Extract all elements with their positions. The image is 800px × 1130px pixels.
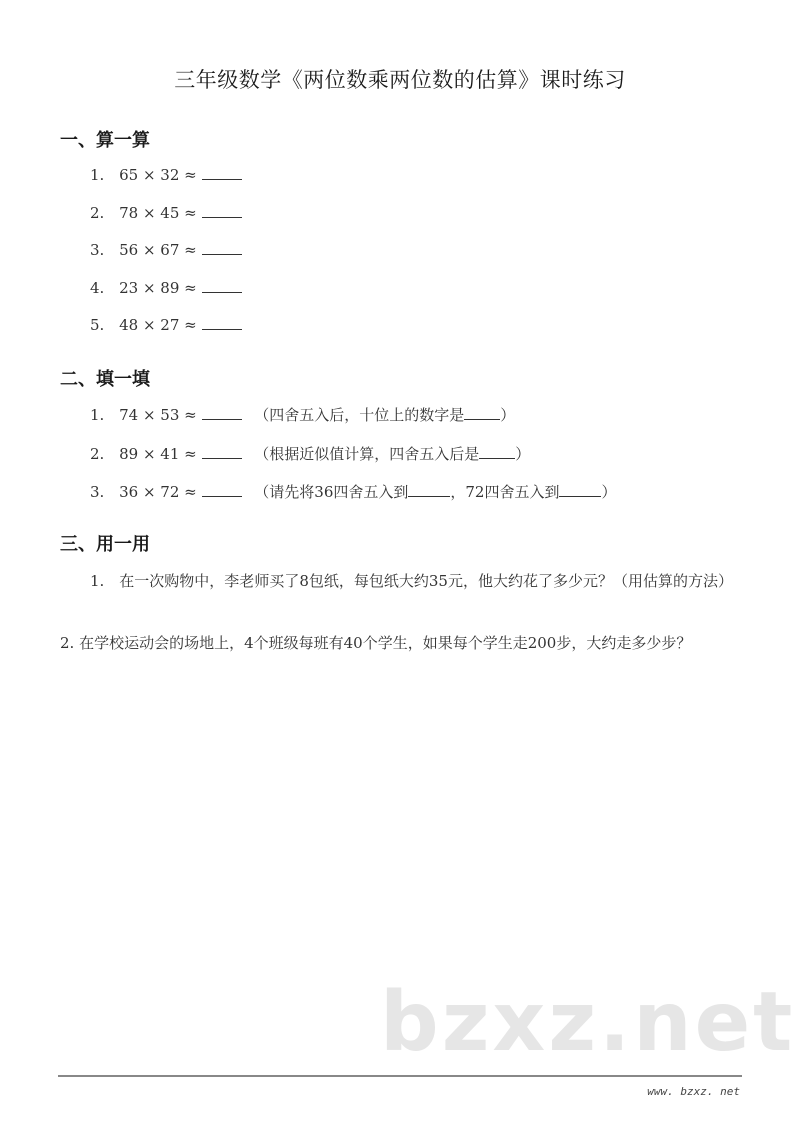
item-expression: 65 × 32 ≈ xyxy=(119,166,197,184)
answer-blank[interactable] xyxy=(202,482,242,497)
item-number: 5. xyxy=(90,316,105,334)
hint-middle: ，72四舍五入到 xyxy=(450,483,560,501)
hint-text: （四舍五入后，十位上的数字是 xyxy=(254,406,465,424)
word-problem: 2. 在学校运动会的场地上，4个班级每班有40个学生，如果每个学生走200步，大约走多少步？ xyxy=(60,634,692,652)
section-heading-calculate: 一、算一算 xyxy=(60,130,150,151)
calc-item xyxy=(90,240,242,259)
answer-blank[interactable] xyxy=(202,240,242,255)
answer-blank[interactable] xyxy=(202,203,242,218)
item-expression: 48 × 27 ≈ xyxy=(119,316,197,334)
watermark-logo: bzxz.net xyxy=(380,975,796,1070)
footer-url: www. bzxz. net xyxy=(647,1085,740,1098)
item-expression: 78 × 45 ≈ xyxy=(119,204,197,222)
hint-blank[interactable] xyxy=(464,405,500,420)
item-number: 1. xyxy=(90,166,105,184)
item-expression: 23 × 89 ≈ xyxy=(119,279,197,297)
section-heading-apply: 三、用一用 xyxy=(60,534,150,555)
answer-blank[interactable] xyxy=(202,165,242,180)
hint-close: ） xyxy=(601,483,617,501)
hint-blank[interactable] xyxy=(408,482,450,497)
answer-blank[interactable] xyxy=(202,315,242,330)
item-expression: 89 × 41 ≈ xyxy=(119,445,197,463)
answer-blank[interactable] xyxy=(202,444,242,459)
calc-item xyxy=(90,278,242,297)
item-number: 2. xyxy=(90,204,105,222)
item-expression: 56 × 67 ≈ xyxy=(119,241,197,259)
item-expression: 36 × 72 ≈ xyxy=(119,483,197,501)
page-title: 三年级数学《两位数乘两位数的估算》课时练习 xyxy=(174,68,626,92)
calc-item xyxy=(90,315,242,334)
item-number: 1. xyxy=(90,406,105,424)
fill-item xyxy=(90,404,515,425)
hint-text: （请先将36四舍五入到 xyxy=(254,483,409,501)
hint-close: ） xyxy=(515,445,531,463)
hint-blank[interactable] xyxy=(479,444,515,459)
fill-item xyxy=(90,481,616,502)
hint-close: ） xyxy=(500,406,516,424)
hint-blank[interactable] xyxy=(559,482,601,497)
calc-item xyxy=(90,165,242,184)
footer-divider xyxy=(58,1075,742,1077)
section-heading-fill: 二、填一填 xyxy=(60,369,150,390)
answer-blank[interactable] xyxy=(202,405,242,420)
fill-item xyxy=(90,443,530,464)
word-problem: 1. 在一次购物中，李老师买了8包纸，每包纸大约35元，他大约花了多少元？（用估算的方法） xyxy=(90,572,733,590)
item-expression: 74 × 53 ≈ xyxy=(119,406,197,424)
item-number: 3. xyxy=(90,483,105,501)
answer-blank[interactable] xyxy=(202,278,242,293)
hint-text: （根据近似值计算，四舍五入后是 xyxy=(254,445,480,463)
calc-item xyxy=(90,203,242,222)
item-number: 2. xyxy=(90,445,105,463)
item-number: 3. xyxy=(90,241,105,259)
item-number: 4. xyxy=(90,279,105,297)
